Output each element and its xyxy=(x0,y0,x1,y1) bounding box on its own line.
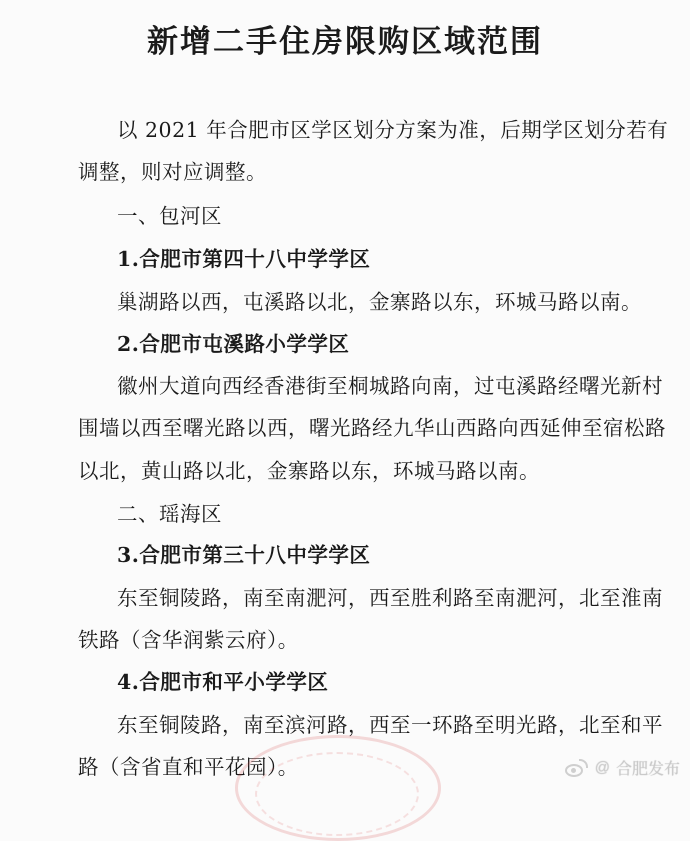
item-1-line-1: 巢湖路以西，屯溪路以北，金寨路以东，环城马路以南。 xyxy=(117,290,642,314)
intro-line-2: 调整，则对应调整。 xyxy=(78,160,267,184)
watermark-text: 合肥发布 xyxy=(615,761,680,778)
at-symbol-icon: @ xyxy=(594,759,610,776)
item-title-2: 2.合肥市屯溪路小学学区 xyxy=(117,332,350,356)
item-4-line-2: 路（含省直和平花园）。 xyxy=(78,755,299,779)
item-3-line-2: 铁路（含华润紫云府）。 xyxy=(78,628,299,652)
intro-line-1: 以 2021 年合肥市区学区划分方案为准，后期学区划分若有 xyxy=(117,118,669,142)
item-2-line-3: 以北，黄山路以北，金寨路以东，环城马路以南。 xyxy=(78,459,540,483)
item-title-3: 3.合肥市第三十八中学学区 xyxy=(117,543,371,567)
section-heading-baohe: 一、包河区 xyxy=(117,204,222,228)
item-2-line-2: 围墙以西至曙光路以西，曙光路经九华山西路向西延伸至宿松路 xyxy=(78,416,666,440)
item-title-1: 1.合肥市第四十八中学学区 xyxy=(117,247,371,271)
weibo-watermark xyxy=(563,756,680,779)
item-title-4: 4.合肥市和平小学学区 xyxy=(117,670,329,694)
item-3-line-1: 东至铜陵路，南至南淝河，西至胜利路至南淝河，北至淮南 xyxy=(117,586,663,610)
item-4-line-1: 东至铜陵路，南至滨河路，西至一环路至明光路，北至和平 xyxy=(117,713,663,737)
item-2-line-1: 徽州大道向西经香港街至桐城路向南，过屯溪路经曙光新村 xyxy=(117,374,663,398)
section-heading-yaohai: 二、瑶海区 xyxy=(117,502,222,526)
official-seal xyxy=(235,735,441,841)
weibo-icon xyxy=(563,758,589,778)
document-title: 新增二手住房限购区域范围 xyxy=(147,24,543,60)
